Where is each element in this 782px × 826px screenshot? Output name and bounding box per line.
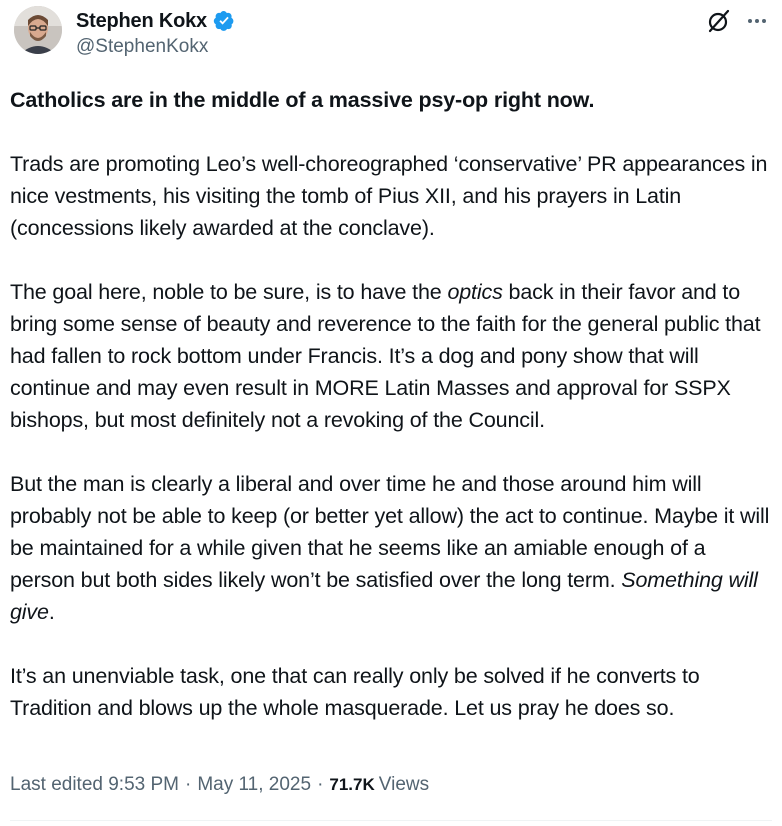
author-handle[interactable]: @StephenKokx <box>76 36 209 57</box>
tweet-paragraph-1: Trads are promoting Leo’s well-choreographed ‘conservative’ PR appearances in nice vestments, his visiting the tomb of Pius XII, and his prayers in Latin (concessions likely awarded at the conclave). <box>10 152 768 240</box>
views-count[interactable]: 71.7K <box>329 775 375 794</box>
more-options-icon[interactable] <box>744 8 770 34</box>
tweet-paragraph-2 <box>10 276 774 436</box>
name-row <box>76 8 235 34</box>
author-block <box>76 8 235 58</box>
grok-icon[interactable] <box>706 8 732 34</box>
p3-text-before: But the man is clearly a liberal and over time he and those around him will probably not be able to keep (or better yet allow) the act to continue. Maybe it will be maintained for a while given that he seems like an amiable enough of a person but both sides likely won’t be satisfied over the long term. <box>10 472 770 592</box>
p2-text-after: back in their favor and to bring some sense of beauty and reverence to the faith for the general public that had fallen to rock bottom under Francis. It’s a dog and pony show that will continue and may even result in MORE Latin Masses and approval for SSPX bishops, but most definitely not a revoking of the Council. <box>10 280 761 432</box>
divider <box>10 820 772 821</box>
p2-italic: optics <box>447 280 503 304</box>
edited-time[interactable]: Last edited 9:53 PM <box>10 774 179 795</box>
avatar[interactable] <box>14 6 62 54</box>
views-label: Views <box>378 774 430 795</box>
p2-text-before: The goal here, noble to be sure, is to have the <box>10 280 448 304</box>
p3-italic: Something will give <box>10 568 758 624</box>
avatar-photo-icon <box>14 6 62 54</box>
p3-text-after: . <box>48 600 55 624</box>
separator-1: · <box>185 774 192 795</box>
tweet-header <box>14 6 774 62</box>
separator-2: · <box>317 774 324 795</box>
tweet-meta <box>10 774 429 796</box>
tweet-paragraph-3 <box>10 468 774 628</box>
tweet-lead: Catholics are in the middle of a massive psy-op right now. <box>10 88 595 112</box>
post-date[interactable]: May 11, 2025 <box>197 774 312 795</box>
tweet-text <box>10 84 774 724</box>
verified-badge-icon <box>213 10 235 32</box>
tweet-paragraph-4: It’s an unenviable task, one that can really only be solved if he converts to Tradition and blows up the whole masquerade. Let us pray he does so. <box>10 664 700 720</box>
author-display-name[interactable]: Stephen Kokx <box>76 9 207 32</box>
